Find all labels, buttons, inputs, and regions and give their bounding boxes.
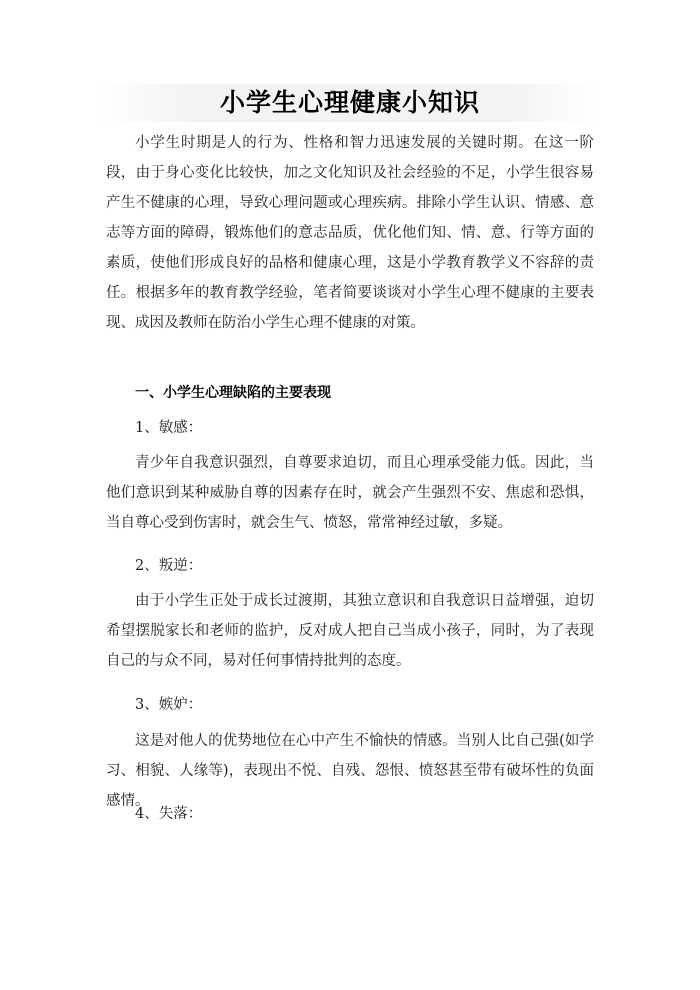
item-text-sensitive: 青少年自我意识强烈，自尊要求迫切，而且心理承受能力低。因此，当他们意识到某种威胁自尊的因素存在时，就会产生强烈不安、焦虑和恐惧，当自尊心受到伤害时，就会生气、愤怒，常常神经过敏，多疑。 (106, 455, 594, 531)
item-label-loss: 4、失落： (135, 806, 203, 822)
intro-paragraph: 小学生时期是人的行为、性格和智力迅速发展的关键时期。在这一阶段，由于身心变化比较快，加之文化知识及社会经验的不足，小学生很容易产生不健康的心理，导致心理问题或心理疾病。排除小学生认识、情感、意志等方面的障碍，锻炼他们的意志品质，优化他们知、情、意、行等方面的素质，使他们形成良好的品格和健康心理，这是小学教育教学义不容辞的责任。根据多年的教育教学经验，笔者简要谈谈对小学生心理不健康的主要表现、成因及教师在防治小学生心理不健康的对策。 (106, 135, 594, 331)
item-label-rebellious: 2、叛逆： (135, 558, 203, 574)
item-text-rebellious: 由于小学生正处于成长过渡期，其独立意识和自我意识日益增强，迫切希望摆脱家长和老师的监护，反对成人把自己当成小孩子，同时，为了表现自己的与众不同，易对任何事情持批判的态度。 (106, 593, 594, 669)
document-title: 小学生心理健康小知识 (219, 88, 480, 117)
item-label-jealousy: 3、嫉妒： (135, 697, 203, 713)
section-heading: 一、小学生心理缺陷的主要表现 (135, 385, 331, 401)
item-label-sensitive: 1、敏感： (135, 420, 203, 436)
item-text-jealousy: 这是对他人的优势地位在心中产生不愉快的情感。当别人比自己强(如学习、相貌、人缘等)，表现出不悦、自残、怨恨、愤怒甚至带有破坏性的负面感情。 (106, 733, 594, 809)
